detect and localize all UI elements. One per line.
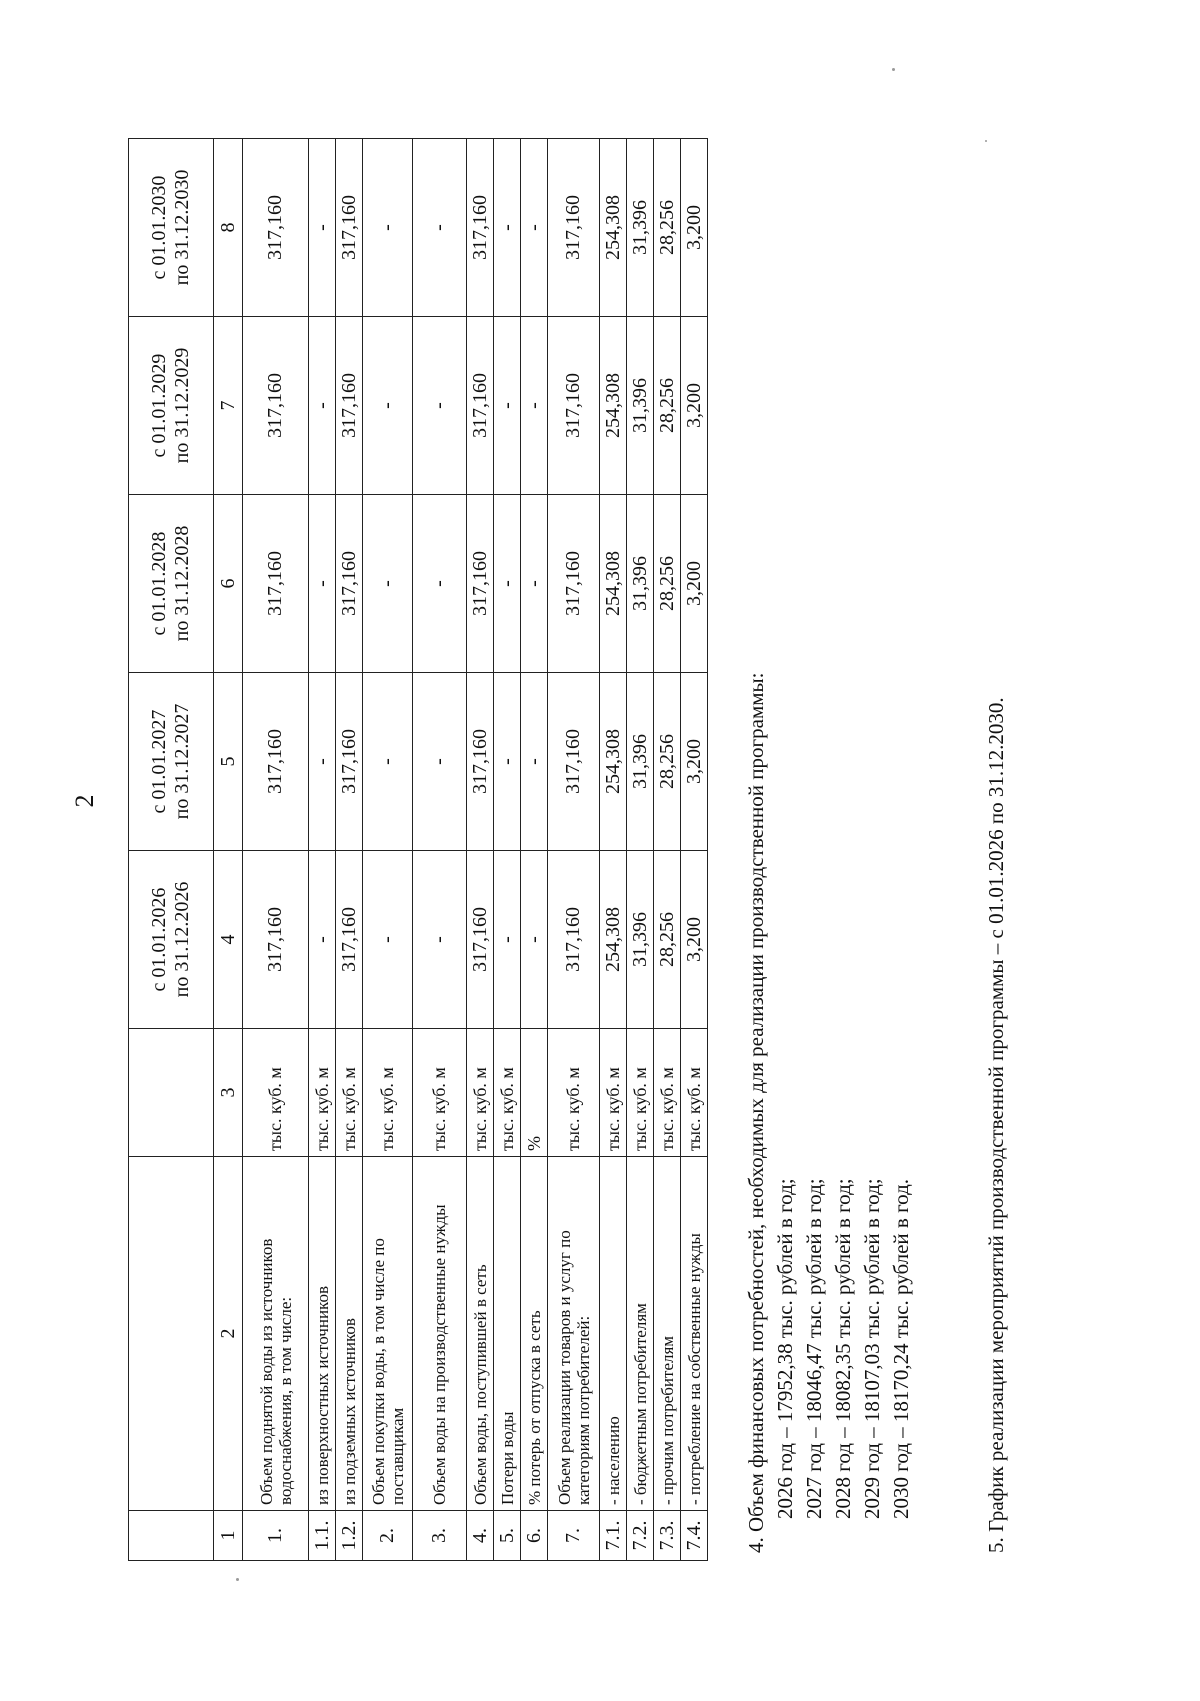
row-number: 5. [494,1511,521,1561]
row-value: 254,308 [600,139,627,317]
row-value: 317,160 [548,317,600,495]
row-value: - [494,851,521,1029]
table-row [600,139,627,1561]
row-number: 7.2. [627,1511,654,1561]
row-value: - [363,495,413,673]
row-value: - [363,139,413,317]
row-value: - [494,495,521,673]
table-row [681,139,708,1561]
period-to: по 31.12.2026 [171,881,193,998]
row-value: 317,160 [467,139,494,317]
row-value: 317,160 [336,851,363,1029]
header-cell-period [129,851,214,1029]
row-value: - [494,317,521,495]
row-value: - [413,673,467,851]
row-unit: тыс. куб. м [654,1029,681,1157]
period-to: по 31.12.2027 [171,703,193,820]
row-unit: тыс. куб. м [413,1029,467,1157]
row-number: 7.1. [600,1511,627,1561]
column-number: 8 [214,139,243,317]
header-cell-period [129,317,214,495]
table-row [467,139,494,1561]
row-unit: тыс. куб. м [336,1029,363,1157]
row-unit: тыс. куб. м [494,1029,521,1157]
row-value: 31,396 [627,851,654,1029]
period-from: с 01.01.2026 [148,887,170,992]
column-number-row [214,139,243,1561]
row-value: 28,256 [654,317,681,495]
row-number: 1. [243,1511,309,1561]
row-number: 4. [467,1511,494,1561]
row-value: - [521,495,548,673]
row-value: - [521,139,548,317]
row-value: 31,396 [627,673,654,851]
table-header-row [129,139,214,1561]
row-value: 317,160 [243,317,309,495]
table-row [363,139,413,1561]
table-row [309,139,336,1561]
production-program-table [128,138,708,1561]
row-value: 317,160 [467,317,494,495]
header-cell-unit [129,1029,214,1157]
row-value: 317,160 [243,851,309,1029]
row-value: 317,160 [467,673,494,851]
row-unit: тыс. куб. м [600,1029,627,1157]
header-cell-period [129,139,214,317]
period-from: с 01.01.2030 [148,175,170,280]
row-unit: тыс. куб. м [243,1029,309,1157]
table-row [336,139,363,1561]
column-number: 3 [214,1029,243,1157]
row-value: 317,160 [336,495,363,673]
scan-speck [892,68,895,71]
row-name: - населению [600,1157,627,1511]
row-value: - [521,851,548,1029]
row-value: - [363,673,413,851]
table-row [548,139,600,1561]
row-value: 317,160 [243,673,309,851]
row-value: - [413,851,467,1029]
table-row [413,139,467,1561]
row-value: 28,256 [654,495,681,673]
row-name: Объем поднятой воды из источников водоснабжения, в том числе: [243,1157,309,1511]
row-value: - [309,495,336,673]
row-value: 28,256 [654,673,681,851]
section-4-financial-needs [742,673,916,1553]
row-number: 6. [521,1511,548,1561]
row-value: - [363,851,413,1029]
row-value: - [309,673,336,851]
column-number: 5 [214,673,243,851]
row-value: - [413,317,467,495]
row-value: - [413,495,467,673]
row-value: 254,308 [600,673,627,851]
row-value: 317,160 [336,139,363,317]
row-value: 317,160 [548,495,600,673]
row-name: из подземных источников [336,1157,363,1511]
row-value: 317,160 [467,495,494,673]
row-value: 317,160 [548,851,600,1029]
section-5-schedule: 5. График реализации мероприятий производственной программы – с 01.01.2026 по 31.12.2030. [984,697,1008,1553]
row-value: - [521,673,548,851]
header-cell-name [129,1157,214,1511]
column-number: 7 [214,317,243,495]
financial-year-line: 2026 год – 17952,38 тыс. рублей в год; [773,1178,797,1519]
row-number: 1.2. [336,1511,363,1561]
row-name: из поверхностных источников [309,1157,336,1511]
row-number: 7. [548,1511,600,1561]
period-from: с 01.01.2027 [148,709,170,814]
row-value: 3,200 [681,317,708,495]
header-cell-num [129,1511,214,1561]
scan-speck [985,140,987,142]
row-value: - [494,139,521,317]
row-name: - прочим потребителям [654,1157,681,1511]
column-number: 6 [214,495,243,673]
row-value: 317,160 [243,495,309,673]
row-value: - [309,317,336,495]
row-name: Объем реализации товаров и услуг по категориям потребителей: [548,1157,600,1511]
row-value: 317,160 [336,673,363,851]
financial-year-line: 2029 год – 18107,03 тыс. рублей в год; [860,1178,884,1519]
row-unit: % [521,1029,548,1157]
row-unit: тыс. куб. м [548,1029,600,1157]
row-value: 317,160 [336,317,363,495]
financial-year-line: 2030 год – 18170,24 тыс. рублей в год. [889,1178,913,1519]
row-number: 3. [413,1511,467,1561]
row-value: 28,256 [654,139,681,317]
row-unit: тыс. куб. м [627,1029,654,1157]
scan-speck [236,1578,239,1581]
row-value: 3,200 [681,673,708,851]
table-row [627,139,654,1561]
column-number: 1 [214,1511,243,1561]
period-to: по 31.12.2030 [171,169,193,286]
row-value: 3,200 [681,139,708,317]
column-number: 2 [214,1157,243,1511]
row-value: 31,396 [627,495,654,673]
row-value: - [521,317,548,495]
row-value: - [494,673,521,851]
row-name: Потери воды [494,1157,521,1511]
column-number: 4 [214,851,243,1029]
row-name: Объем воды, поступившей в сеть [467,1157,494,1511]
row-name: Объем покупки воды, в том числе по поставщикам [363,1157,413,1511]
row-name: - бюджетным потребителям [627,1157,654,1511]
row-value: 317,160 [548,673,600,851]
header-cell-period [129,495,214,673]
table-row [654,139,681,1561]
row-value: 28,256 [654,851,681,1029]
row-value: 31,396 [627,139,654,317]
row-value: 31,396 [627,317,654,495]
row-unit: тыс. куб. м [681,1029,708,1157]
period-to: по 31.12.2028 [171,525,193,642]
row-unit: тыс. куб. м [309,1029,336,1157]
row-value: 254,308 [600,317,627,495]
financial-year-line: 2028 год – 18082,35 тыс. рублей в год; [831,1178,855,1519]
row-value: 317,160 [467,851,494,1029]
section-4-heading: 4. Объем финансовых потребностей, необходимых для реализации производственной программы: [744,672,768,1553]
row-value: - [413,139,467,317]
row-value: 3,200 [681,851,708,1029]
row-value: - [363,317,413,495]
period-to: по 31.12.2029 [171,347,193,464]
row-value: 254,308 [600,495,627,673]
header-cell-period [129,673,214,851]
row-value: 317,160 [243,139,309,317]
row-value: - [309,139,336,317]
row-unit: тыс. куб. м [363,1029,413,1157]
row-value: - [309,851,336,1029]
row-name: - потребление на собственные нужды [681,1157,708,1511]
row-value: 317,160 [548,139,600,317]
period-from: с 01.01.2029 [148,353,170,458]
row-name: Объем воды на производственные нужды [413,1157,467,1511]
page-number: 2 [70,794,99,808]
row-unit: тыс. куб. м [467,1029,494,1157]
table-row [521,139,548,1561]
row-value: 3,200 [681,495,708,673]
row-name: % потерь от отпуска в сеть [521,1157,548,1511]
table-row [494,139,521,1561]
period-from: с 01.01.2028 [148,531,170,636]
row-number: 1.1. [309,1511,336,1561]
table-row [243,139,309,1561]
row-number: 7.3. [654,1511,681,1561]
row-value: 254,308 [600,851,627,1029]
row-number: 2. [363,1511,413,1561]
financial-year-line: 2027 год – 18046,47 тыс. рублей в год; [802,1178,826,1519]
row-number: 7.4. [681,1511,708,1561]
